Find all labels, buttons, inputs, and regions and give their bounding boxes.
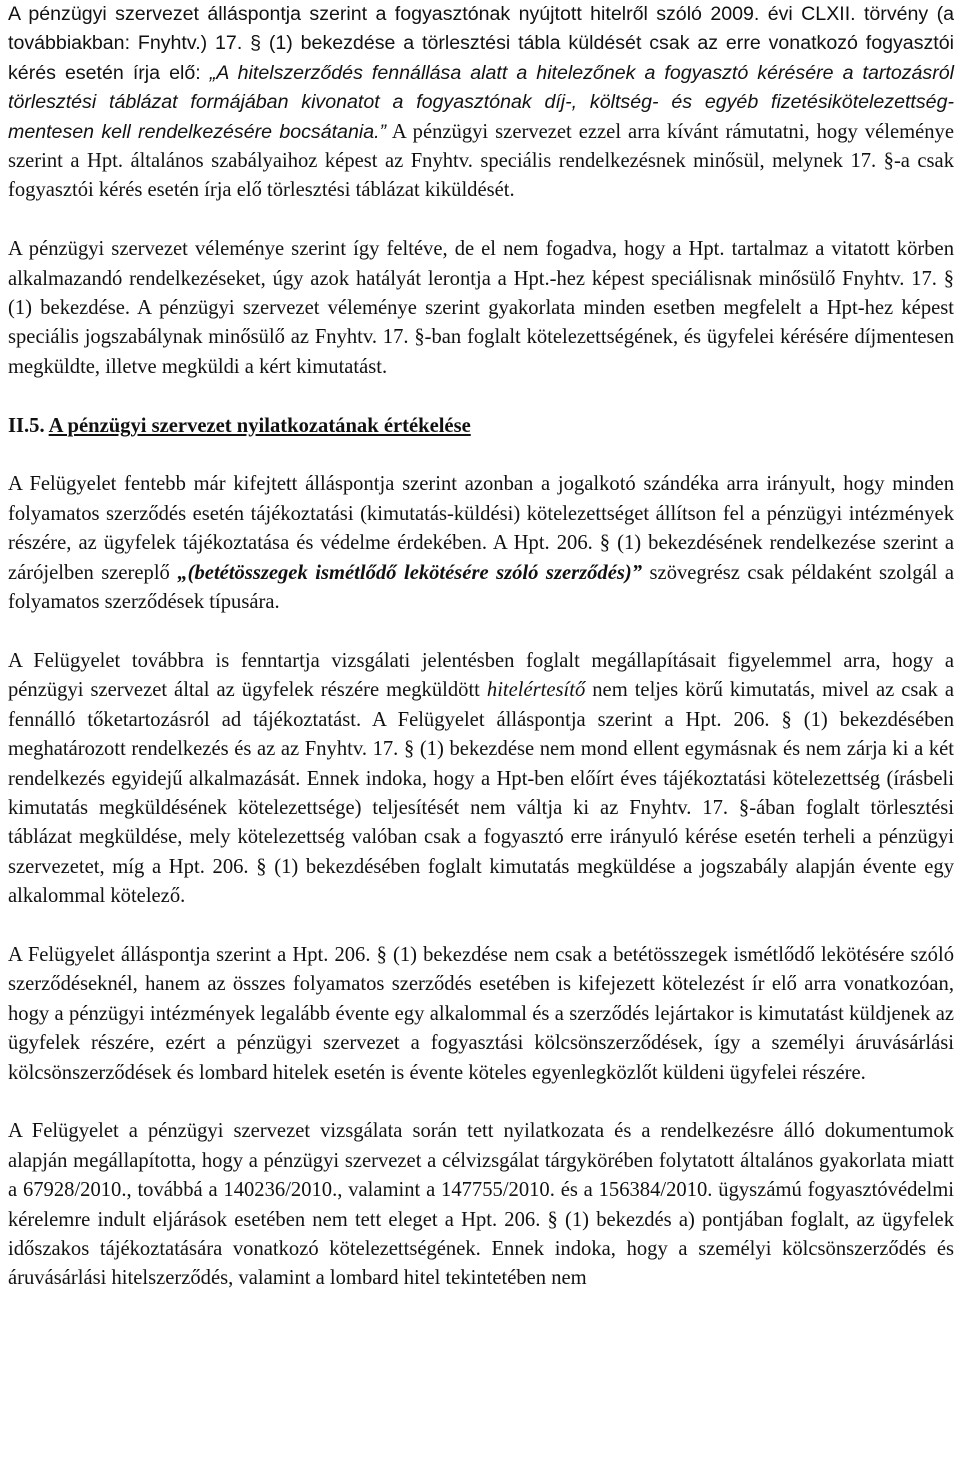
section-number: II.5. xyxy=(8,414,45,437)
paragraph-text: A Felügyelet fentebb már kifejtett álláspontja szerint azonban a jogalkotó szándéka arra irányult, hogy minden folyamatos szerződés esetén tájékoztatási (kimutatás-küldési) kötelezettséget állítson fel a pénzügyi intézmények részére, az ügyfelek tájékoztatása és védelme érdekében. A Hpt. 206. § (1) bekezdésének rendelkezése szerint a zárójelben szereplő xyxy=(8,473,954,584)
paragraph-institution-position xyxy=(8,0,954,206)
paragraph-gap xyxy=(8,617,954,646)
paragraph-authority-findings xyxy=(8,647,954,912)
paragraph-text: nem teljes körű kimutatás, mivel az csak a fennálló tőketartozásról ad tájékoztatást. A Felügyelet álláspontja szerint a Hpt. 206. § (1) bekezdésében meghatározott rendelkezés és az az Fnyhtv. 17. § (1) bekezdése nem mond ellent egymásnak és nem zárja ki a két rendelkezés egyidejű alkalmazását. Ennek indoka, hogy a Hpt-ben előírt éves tájékoztatási kötelezettség (írásbeli kimutatás megküldésének kötelezettsége) teljesítését nem váltja ki az Fnyhtv. 17. §-ában foglalt törlesztési táblázat megküldése, mely kötelezettség valóban csak a fogyasztó erre irányuló kérése esetén terheli a pénzügyi szervezetet, míg a Hpt. 206. § (1) bekezdésében foglalt kimutatás megküldése a jogszabály alapján évente egy alkalommal kötelező. xyxy=(8,679,954,908)
paragraph-text: A Felügyelet továbbra is fenntartja vizsgálati jelentésben foglalt megállapításait figyelemmel arra, hogy a pénzügyi szervezet által az ügyfelek részére megküldött xyxy=(8,649,954,702)
section-title: A pénzügyi szervezet nyilatkozatának értékelése xyxy=(48,414,471,437)
paragraph-text: A pénzügyi szervezet álláspontja szerint a fogyasztónak nyújtott hitelről szóló 2009. évi CLXII. törvény (a továbbiakban: Fnyhtv.) 17. § (1) bekezdése a törlesztési tábla küldését csak az erre vonatkozó fogyasztói kérés esetén írja elő: xyxy=(8,3,954,84)
paragraph-authority-position xyxy=(8,470,954,617)
section-heading xyxy=(8,412,954,441)
paragraph-conclusion: A Felügyelet a pénzügyi szervezet vizsgálata során tett nyilatkozata és a rendelkezésre álló dokumentumok alapján megállapította, hogy a pénzügyi szervezet a célvizsgálat tárgykörében folytatott általános gyakorlata miatt a 67928/2010., továbbá a 140236/2010., valamint a 147755/2010. és a 156384/2010. ügyszámú fogyasztóvédelmi kérelemre indult eljárások esetében nem tett eleget a Hpt. 206. § (1) bekezdés a) pontjában foglalt, az ügyfelek időszakos tájékoztatására vonatkozó kötelezettségének. Ennek indoka, hogy a személyi kölcsönszerződés és áruvásárlási hitelszerződés, valamint a lombard hitel tekintetében nem xyxy=(8,1120,954,1290)
quoted-law-text: „(betétösszegek ismétlődő lekötésére szóló szerződés)” xyxy=(177,561,643,584)
paragraph-text: A pénzügyi szervezet ezzel arra kívánt rámutatni, hogy véleménye szerint a Hpt. általános szabályaihoz képest az Fnyhtv. speciális rendelkezésnek minősül, melynek 17. §-a csak fogyasztói kérés esetén írja elő törlesztési táblázat kiküldését. xyxy=(8,120,954,202)
paragraph-gap xyxy=(8,1088,954,1117)
document-page xyxy=(8,0,954,1294)
paragraph-gap xyxy=(8,206,954,235)
paragraph-text: szövegrész csak példaként szolgál a folyamatos szerződések típusára. xyxy=(8,561,954,614)
paragraph-gap xyxy=(8,441,954,470)
paragraph-gap xyxy=(8,912,954,941)
paragraph-gap xyxy=(8,382,954,411)
emphasized-term: hitelértesítő xyxy=(486,679,586,702)
paragraph-institution-opinion: A pénzügyi szervezet véleménye szerint így feltéve, de el nem fogadva, hogy a Hpt. tartalmaz a vitatott körben alkalmazandó rendelkezéseket, úgy azok hatályát lerontja a Hpt.-hez képest speciálisnak minősülő Fnyhtv. 17. § (1) bekezdése. A pénzügyi szervezet véleménye szerint gyakorlata minden esetben megfelelt a Hpt-hez képest speciális jogszabálynak minősülő az Fnyhtv. 17. §-ban foglalt kötelezettségének, és ügyfelei kérésére díjmentesen megküldte, illetve megküldi a kért kimutatást. xyxy=(8,238,954,378)
paragraph-annual-statement: A Felügyelet álláspontja szerint a Hpt. 206. § (1) bekezdése nem csak a betétösszegek ismétlődő lekötésére szóló szerződéseknél, hanem az összes folyamatos szerződés esetében is kifejezett kötelezést ír elő arra vonatkozóan, hogy a pénzügyi intézmények legalább évente egy alkalommal és a szerződés lejártakor is kimutatást küldjenek az ügyfelek részére, ezért a pénzügyi szervezet a fogyasztási kölcsönszerződések, így a személyi áruvásárlási kölcsönszerződések és lombard hitelek esetén is évente köteles egyenlegközlőt küldeni ügyfelei részére. xyxy=(8,943,954,1084)
quoted-law-text: „A hitelszerződés fennállása alatt a hitelezőnek a fogyasztó kérésére a tartozásról törlesztési táblázat formájában kivonatot a fogyasztónak díj-, költség- és egyéb fizetésikötelezettség-mentesen kell rendelkezésére bocsátania.” xyxy=(8,61,954,143)
